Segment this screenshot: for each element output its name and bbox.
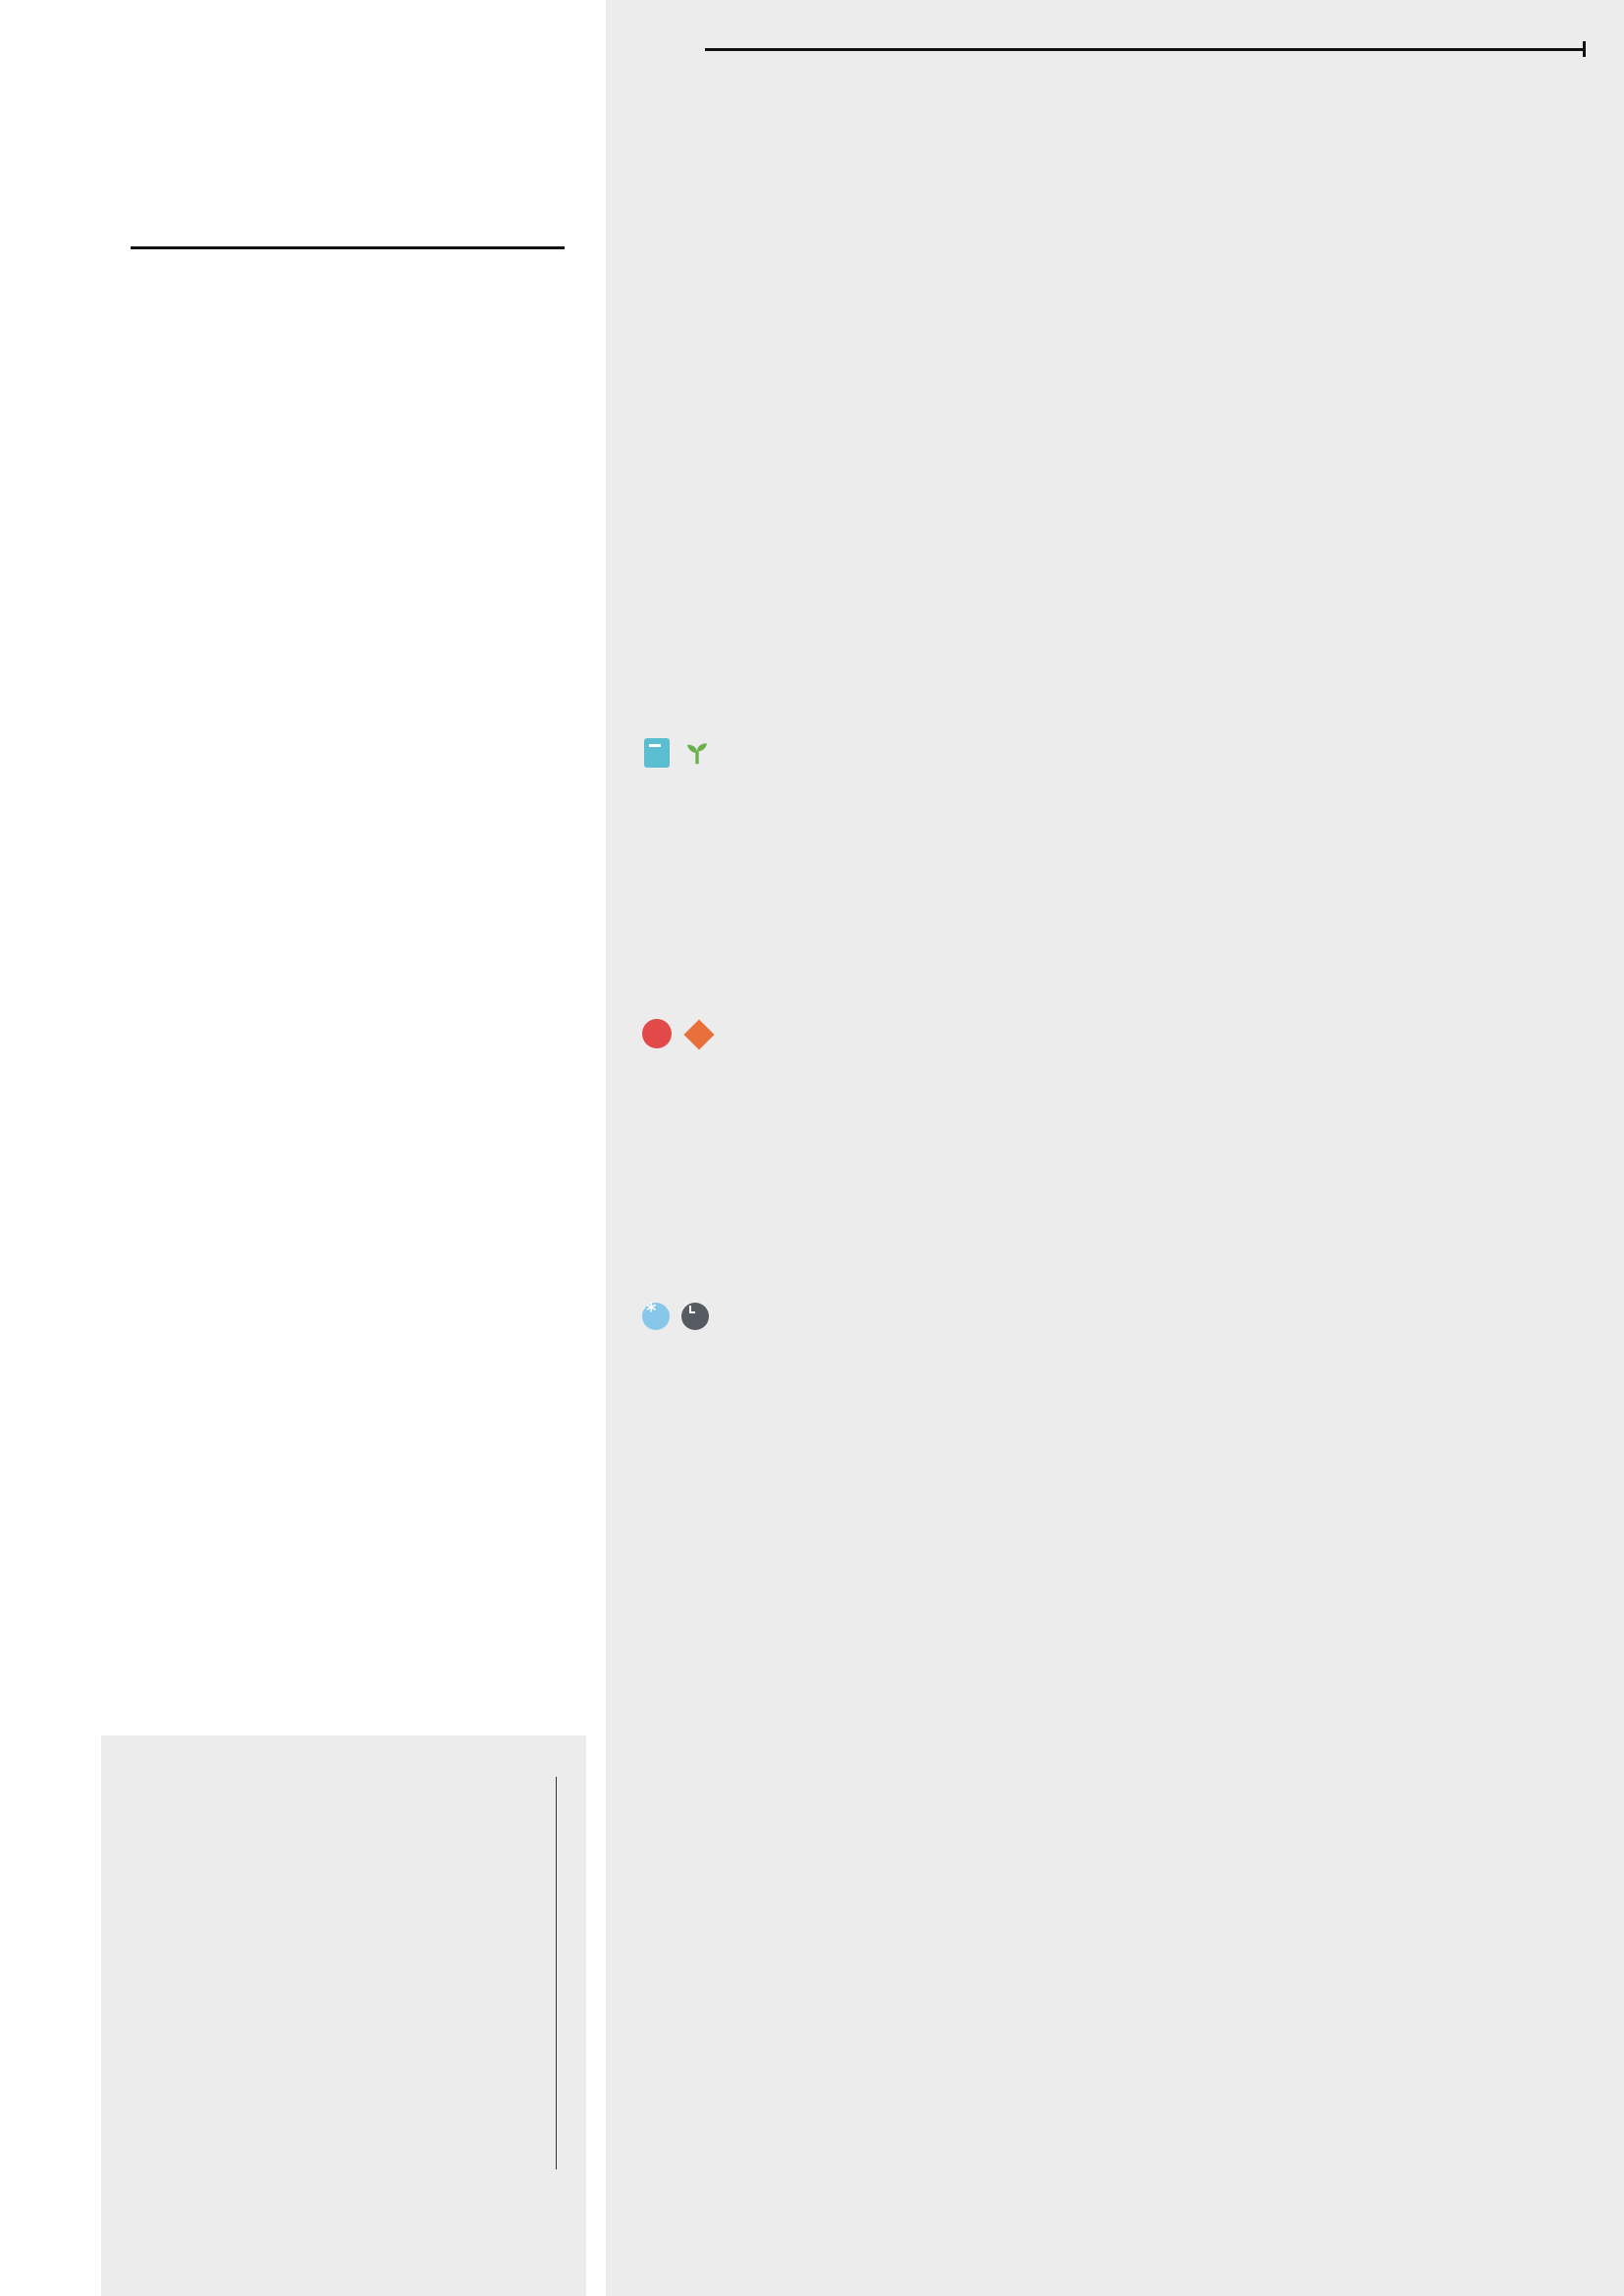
issn-rule bbox=[556, 1777, 557, 2169]
edito-rule bbox=[131, 246, 565, 249]
sommaire-panel bbox=[606, 0, 1624, 2296]
express-dot-icon bbox=[642, 1019, 672, 1048]
top-rule bbox=[705, 48, 1586, 51]
snowflake-icon bbox=[642, 1303, 670, 1330]
edito-body bbox=[218, 272, 571, 396]
colophon-panel bbox=[101, 1735, 586, 2296]
top-rule-end bbox=[1583, 41, 1586, 57]
clock-icon bbox=[681, 1303, 709, 1330]
sprout-icon bbox=[683, 738, 711, 768]
lactose-free-icon bbox=[644, 738, 670, 768]
colophon bbox=[128, 1755, 516, 1777]
